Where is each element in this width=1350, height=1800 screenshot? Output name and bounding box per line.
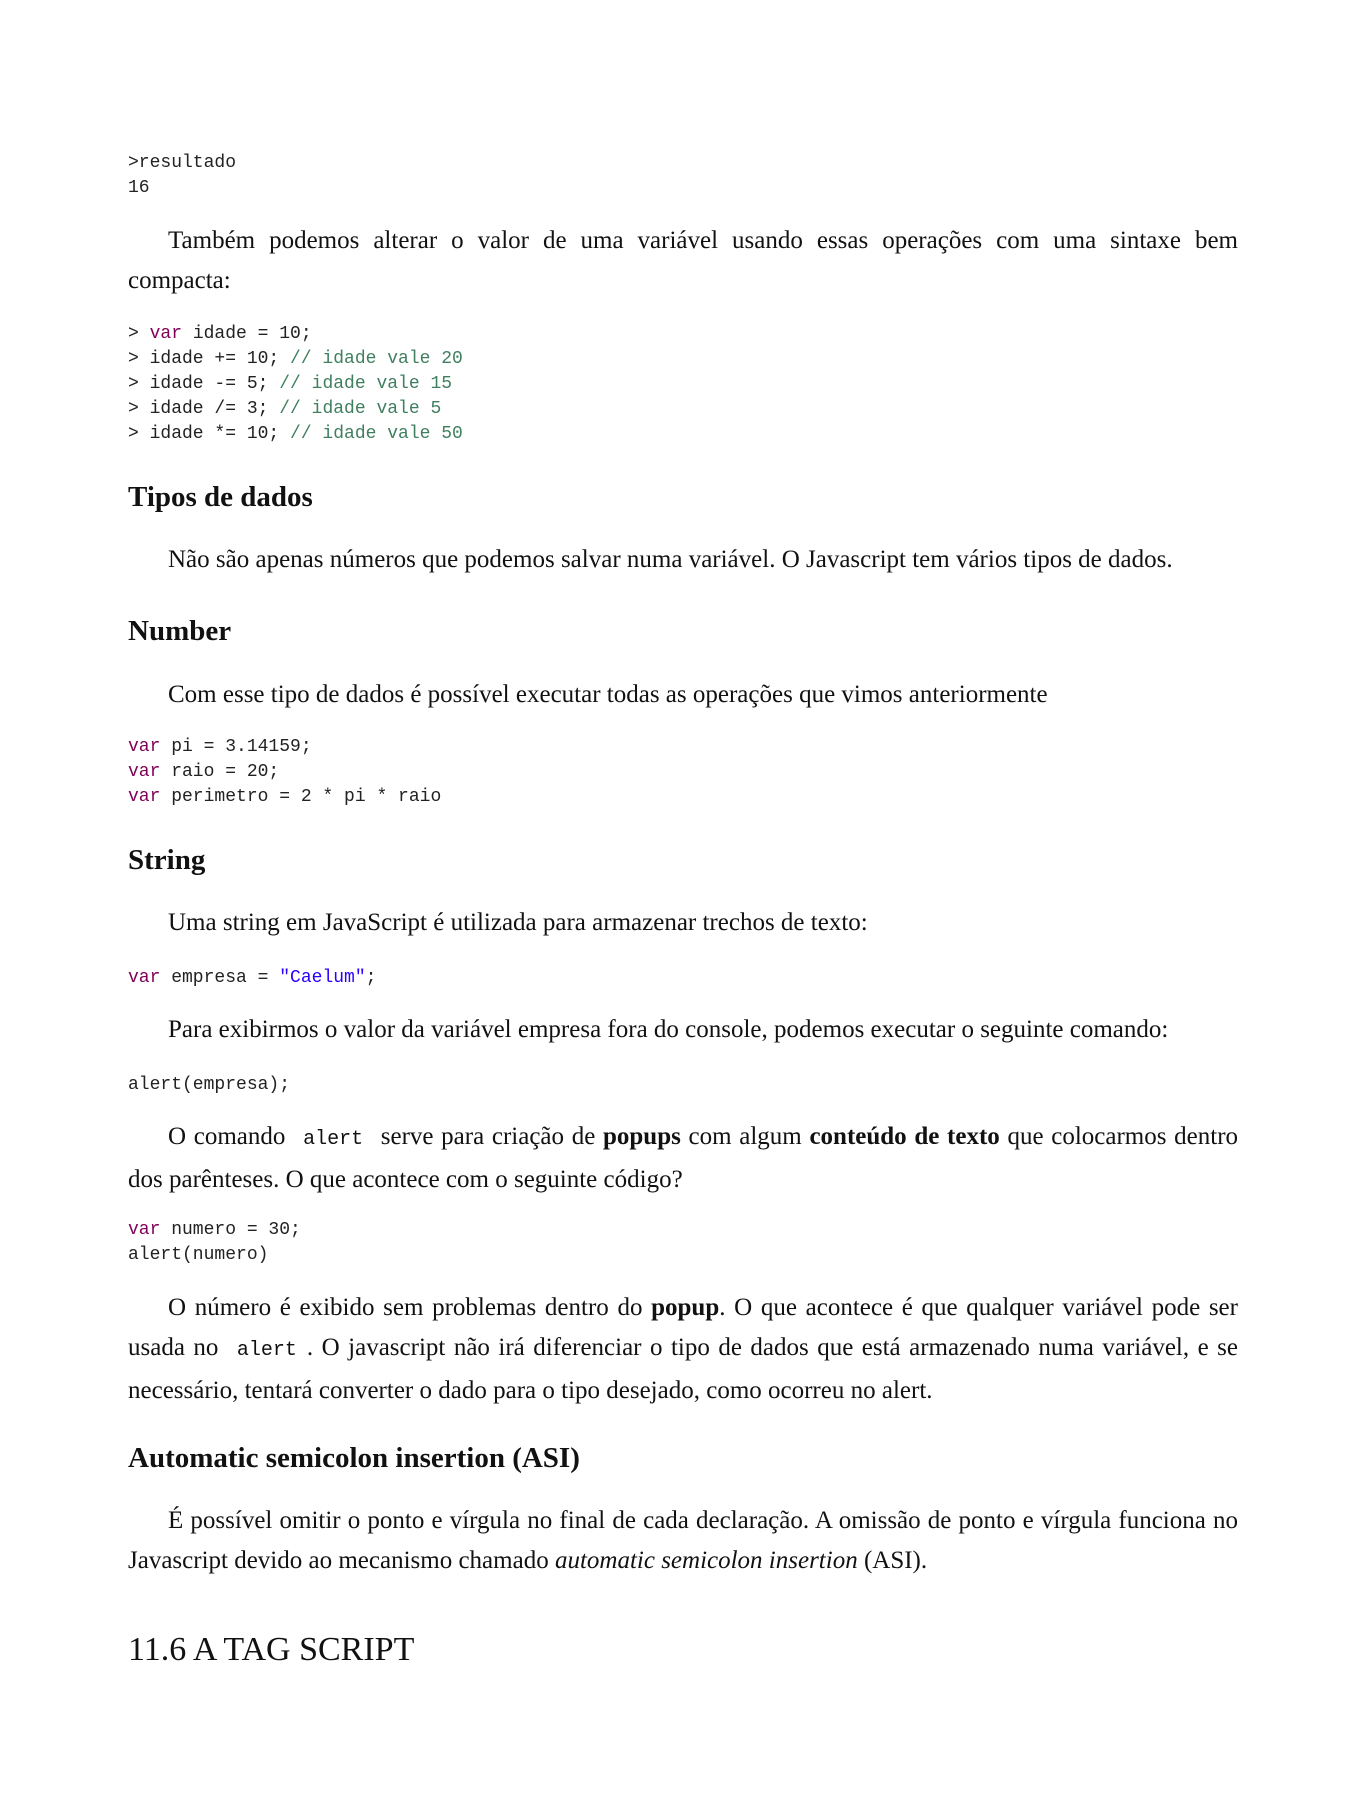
italic-text: automatic semicolon insertion xyxy=(554,1547,858,1574)
text-run: >resultado xyxy=(128,153,237,173)
code-line xyxy=(128,397,1238,422)
heading-tipos-de-dados: Tipos de dados xyxy=(128,481,313,513)
paragraph-compact-syntax xyxy=(128,221,1238,301)
text-run: empresa = xyxy=(160,968,280,988)
paragraph-exibir xyxy=(128,1010,1238,1050)
code-line xyxy=(128,966,1238,991)
heading-tag-script: 11.6 A TAG SCRIPT xyxy=(128,1631,415,1668)
heading-number: Number xyxy=(128,615,232,647)
paragraph-tipos xyxy=(128,540,1238,580)
inline-code: alert xyxy=(236,1339,297,1362)
code-line xyxy=(128,347,1238,372)
code-line xyxy=(128,372,1238,397)
text-run: Uma string em JavaScript é utilizada para armazenar trechos de texto: xyxy=(168,909,868,936)
code-line xyxy=(128,1243,1238,1268)
keyword: var xyxy=(128,1220,161,1240)
code-line xyxy=(128,760,1238,785)
paragraph-number xyxy=(128,675,1238,715)
code-line xyxy=(128,785,1238,810)
text-run: alert(empresa); xyxy=(128,1075,291,1095)
code-comment: // idade vale 20 xyxy=(290,349,463,369)
text-run: numero = 30; xyxy=(160,1220,301,1240)
code-line xyxy=(128,1218,1238,1243)
bold-text: conteúdo de texto xyxy=(809,1123,1000,1150)
keyword: var xyxy=(149,324,183,344)
text-run: > idade -= 5; xyxy=(128,374,280,394)
text-run: . O javascript não irá diferenciar o tipo de dados que está armazenado numa variável, e se necessário, tentará converter o dado para o tipo desejado, como ocorreu no alert. xyxy=(128,1334,1239,1404)
code-comment: // idade vale 5 xyxy=(279,399,442,419)
text-run: ; xyxy=(365,968,377,988)
text-run: É possível omitir o ponto e vírgula no final de cada declaração. A omissão de ponto e vírgula funciona no Javascript devido ao mecanismo chamado xyxy=(128,1507,1238,1574)
heading-asi: Automatic semicolon insertion (ASI) xyxy=(128,1442,580,1474)
code-resultado xyxy=(128,151,1238,201)
code-comment: // idade vale 50 xyxy=(290,424,463,444)
heading-string: String xyxy=(128,844,206,876)
text-run: Não são apenas números que podemos salvar numa variável. O Javascript tem vários tipos de dados. xyxy=(168,546,1173,573)
string-literal: "Caelum" xyxy=(279,968,366,988)
paragraph-asi xyxy=(128,1501,1238,1581)
text-run: que colocarmos dentro dos parênteses. O que acontece com o seguinte código? xyxy=(128,1123,1239,1193)
code-compound-assignment xyxy=(128,322,1238,447)
text-run: > idade /= 3; xyxy=(128,399,280,419)
keyword: var xyxy=(128,762,161,782)
code-string xyxy=(128,966,1238,991)
code-number xyxy=(128,735,1238,810)
code-line xyxy=(128,176,1238,201)
text-run: > idade *= 10; xyxy=(128,424,291,444)
code-alert-empresa xyxy=(128,1073,1238,1098)
text-run: pi = 3.14159; xyxy=(160,737,312,757)
text-run: com algum xyxy=(680,1123,810,1150)
paragraph-popup xyxy=(128,1288,1238,1411)
bold-text: popups xyxy=(603,1123,681,1150)
paragraph-string xyxy=(128,903,1238,943)
paragraph-alert xyxy=(128,1117,1238,1200)
text-run: O número é exibido sem problemas dentro do xyxy=(168,1294,652,1321)
code-numero xyxy=(128,1218,1238,1268)
code-line xyxy=(128,422,1238,447)
keyword: var xyxy=(128,968,161,988)
text-run: . O que acontece é que qualquer variável pode ser usada no xyxy=(128,1294,1238,1361)
text-run: serve para criação de xyxy=(373,1123,603,1150)
text-run: raio = 20; xyxy=(160,762,280,782)
text-run: 16 xyxy=(128,178,150,198)
keyword: var xyxy=(128,787,161,807)
inline-code: alert xyxy=(303,1128,364,1151)
code-line xyxy=(128,151,1238,176)
text-run: > xyxy=(128,324,150,344)
bold-text: popup xyxy=(651,1294,720,1321)
text-run: Com esse tipo de dados é possível executar todas as operações que vimos anteriormente xyxy=(168,681,1048,708)
code-line xyxy=(128,322,1238,347)
text-run: perimetro = 2 * pi * raio xyxy=(160,787,442,807)
text-run: Também podemos alterar o valor de uma variável usando essas operações com uma sintaxe bem compacta: xyxy=(128,227,1238,294)
text-run: alert(numero) xyxy=(128,1245,269,1265)
text-run: > idade += 10; xyxy=(128,349,291,369)
text-run: Para exibirmos o valor da variável empresa fora do console, podemos executar o seguinte comando: xyxy=(168,1016,1169,1043)
text-run: (ASI). xyxy=(857,1547,928,1574)
text-run: O comando xyxy=(168,1123,294,1150)
code-line xyxy=(128,1073,1238,1098)
code-comment: // idade vale 15 xyxy=(279,374,453,394)
keyword: var xyxy=(128,737,161,757)
code-line xyxy=(128,735,1238,760)
text-run: idade = 10; xyxy=(182,324,312,344)
